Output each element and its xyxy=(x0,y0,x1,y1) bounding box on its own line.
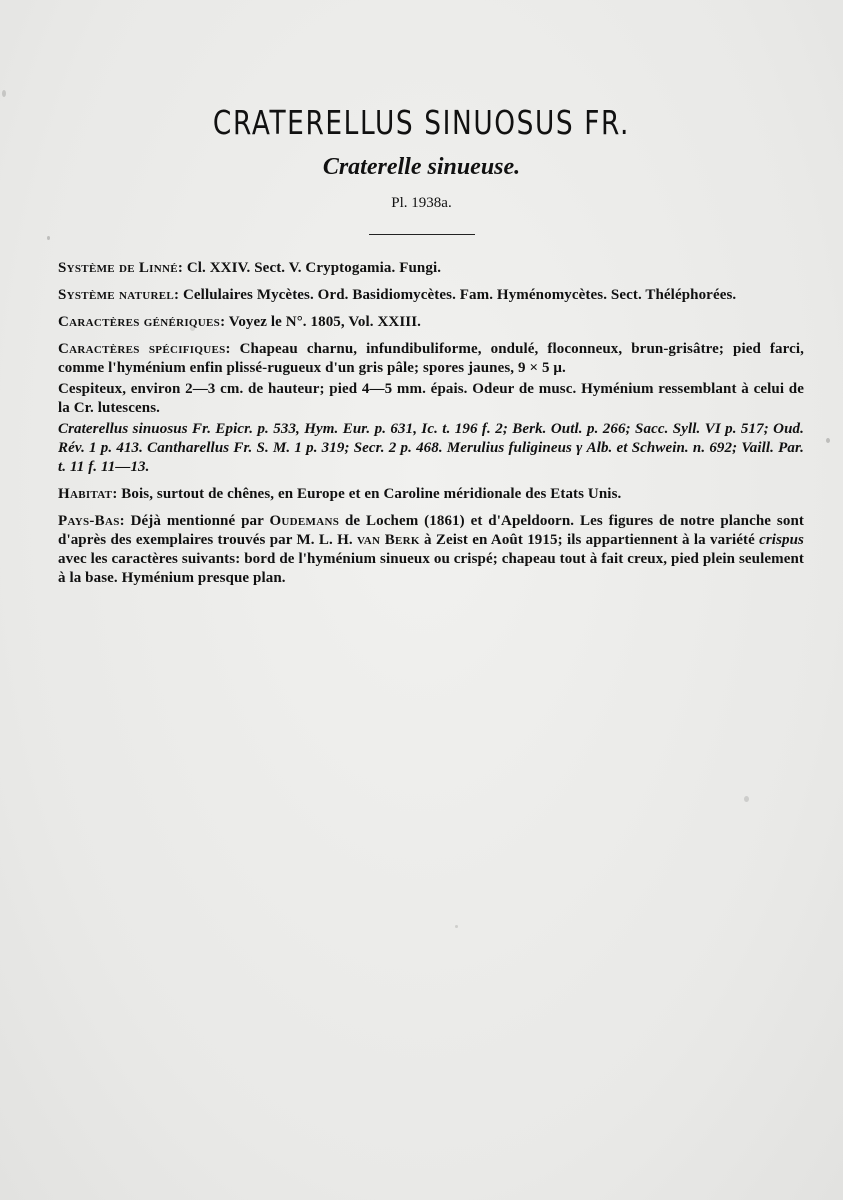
label-specifiques: Caractères spécifiques xyxy=(58,341,226,357)
paper-speck xyxy=(826,438,830,443)
text-linne: Cl. XXIV. Sect. V. Cryptogamia. Fungi. xyxy=(186,260,442,276)
paper-speck xyxy=(455,925,458,928)
paragraph-habitat xyxy=(58,485,804,504)
paragraph-specifiques xyxy=(58,340,804,378)
text-paysbas-c: à Zeist en Août 1915; ils appartiennent à la variété xyxy=(419,532,760,548)
description-body xyxy=(58,259,804,596)
paragraph-references xyxy=(58,420,804,477)
label-habitat: Habitat xyxy=(58,486,113,502)
text-generiques: Voyez le N°. 1805, Vol. XXIII. xyxy=(228,314,421,330)
paper-speck xyxy=(2,90,6,97)
text-habitat: Bois, surtout de chênes, en Europe et en Caroline méridionale des Etats Unis. xyxy=(121,486,622,502)
text-naturel: Cellulaires Mycètes. Ord. Basidiomycètes. Fam. Hyménomycètes. Sect. Théléphorées. xyxy=(182,287,737,303)
paper-speck xyxy=(190,326,195,331)
sep-specifiques: : xyxy=(225,341,240,357)
sep-linne: : xyxy=(177,260,187,276)
name-van-berk: van Berk xyxy=(356,532,420,548)
paragraph-linne xyxy=(58,259,804,278)
plate-number: Pl. 1938a. xyxy=(391,195,452,211)
sep-naturel: : xyxy=(174,287,183,303)
text-specifiques: Chapeau charnu, infundibuliforme, ondulé, floconneux, brun-grisâtre; pied farci, comme l'hyménium enfin plissé-rugueux d'un gris pâle; spores jaunes, 9 × 5 μ. xyxy=(58,341,804,376)
label-naturel: Système naturel xyxy=(58,287,175,303)
species-common-name: Craterelle sinueuse. xyxy=(322,154,521,180)
species-title: CRATERELLUS SINUOSUS FR. xyxy=(212,103,631,142)
sep-paysbas: : xyxy=(119,513,131,529)
sep-generiques: : xyxy=(220,314,229,330)
paper-speck xyxy=(47,236,50,240)
text-paysbas-b: de Lochem (1861) et d'Apeldoorn. Les figures de notre planche sont d'après des exemplaires trouvés par M. L. H. xyxy=(58,513,804,548)
name-oudemans: Oudemans xyxy=(269,513,340,529)
text-cespiteux: Cespiteux, environ 2—3 cm. de hauteur; pied 4—5 mm. épais. Odeur de musc. Hyménium ressemblant à celui de la Cr. lutescens. xyxy=(58,381,804,416)
label-linne: Système de Linné xyxy=(58,260,178,276)
text-references: Craterellus sinuosus Fr. Epicr. p. 533, Hym. Eur. p. 631, Ic. t. 196 f. 2; Berk. Outl. p. 266; Sacc. Syll. VI p. 517; Oud. Rév. 1 p. 413. Cantharellus Fr. S. M. 1 p. 319; Secr. 2 p. 468. Merulius fuligineus γ Alb. et Schwein. n. 692; Vaill. Par. t. 11 f. 11—13. xyxy=(58,421,804,475)
paragraph-cespiteux xyxy=(58,380,804,418)
divider-rule xyxy=(369,234,475,235)
paper-speck xyxy=(744,796,749,802)
label-paysbas: Pays-Bas xyxy=(58,513,120,529)
variety-crispus: crispus xyxy=(759,532,804,548)
text-paysbas-d: avec les caractères suivants: bord de l'hyménium sinueux ou crispé; chapeau tout à fait creux, pied plein seulement à la base. Hyménium presque plan. xyxy=(58,551,804,586)
sep-habitat: : xyxy=(112,486,122,502)
paragraph-paysbas xyxy=(58,512,804,588)
text-paysbas-a: Déjà mentionné par xyxy=(130,513,270,529)
label-generiques: Caractères génériques xyxy=(58,314,221,330)
paragraph-generiques xyxy=(58,313,804,332)
paragraph-naturel xyxy=(58,286,804,305)
